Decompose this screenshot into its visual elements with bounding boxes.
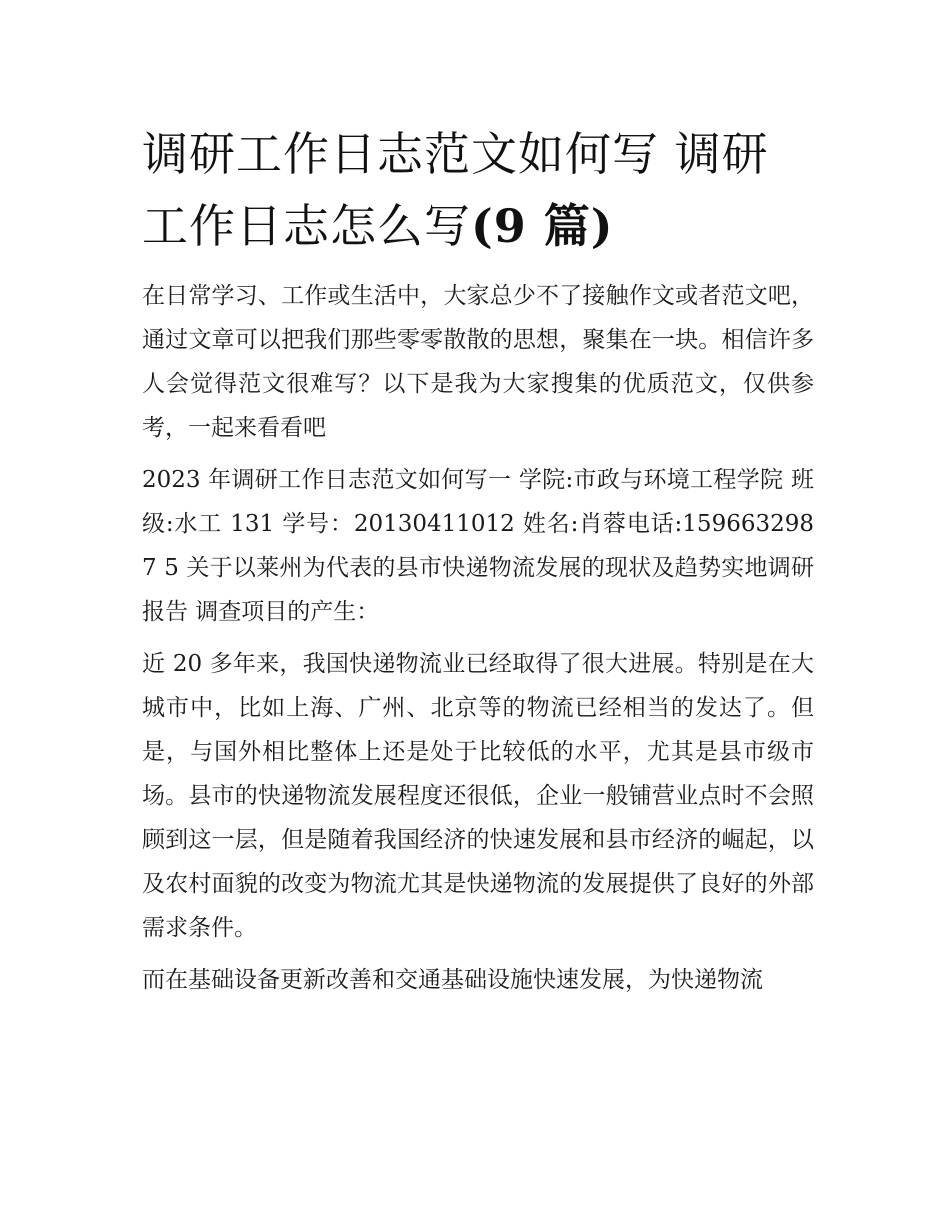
background-paragraph: 近 20 多年来，我国快递物流业已经取得了很大进展。特别是在大城市中，比如上海、广州、北京等的物流已经相当的发达了。但是，与国外相比整体上还是处于比较低的水平，尤其是县市级市场。县市的快递物流发展程度还很低，企业一般铺营业点时不会照顾到这一层，但是随着我国经济的快速发展和县市经济的崛起，以及农村面貌的改变为物流尤其是快递物流的发展提供了良好的外部需求条件。 xyxy=(142,651,814,941)
document-body xyxy=(142,274,814,1002)
header-info-paragraph: 2023 年调研工作日志范文如何写一 学院:市政与环境工程学院 班级:水工 131 学号：20130411012 姓名:肖蓉电话:1596632987 5 关于以莱州为代表的县市快递物流发展的现状及趋势实地调研报告 调查项目的产生： xyxy=(142,467,814,625)
title-suffix-text: (9 篇) xyxy=(471,199,614,253)
title-main-text: 调研工作日志范文如何写 调研工作日志怎么写 xyxy=(142,127,769,253)
document-page xyxy=(142,118,814,1010)
document-title xyxy=(142,118,814,262)
continuation-paragraph: 而在基础设备更新改善和交通基础设施快速发展，为快递物流 xyxy=(142,967,763,993)
intro-paragraph: 在日常学习、工作或生活中，大家总少不了接触作文或者范文吧，通过文章可以把我们那些零零散散的思想，聚集在一块。相信许多人会觉得范文很难写？以下是我为大家搜集的优质范文，仅供参考，一起来看看吧 xyxy=(142,283,814,441)
